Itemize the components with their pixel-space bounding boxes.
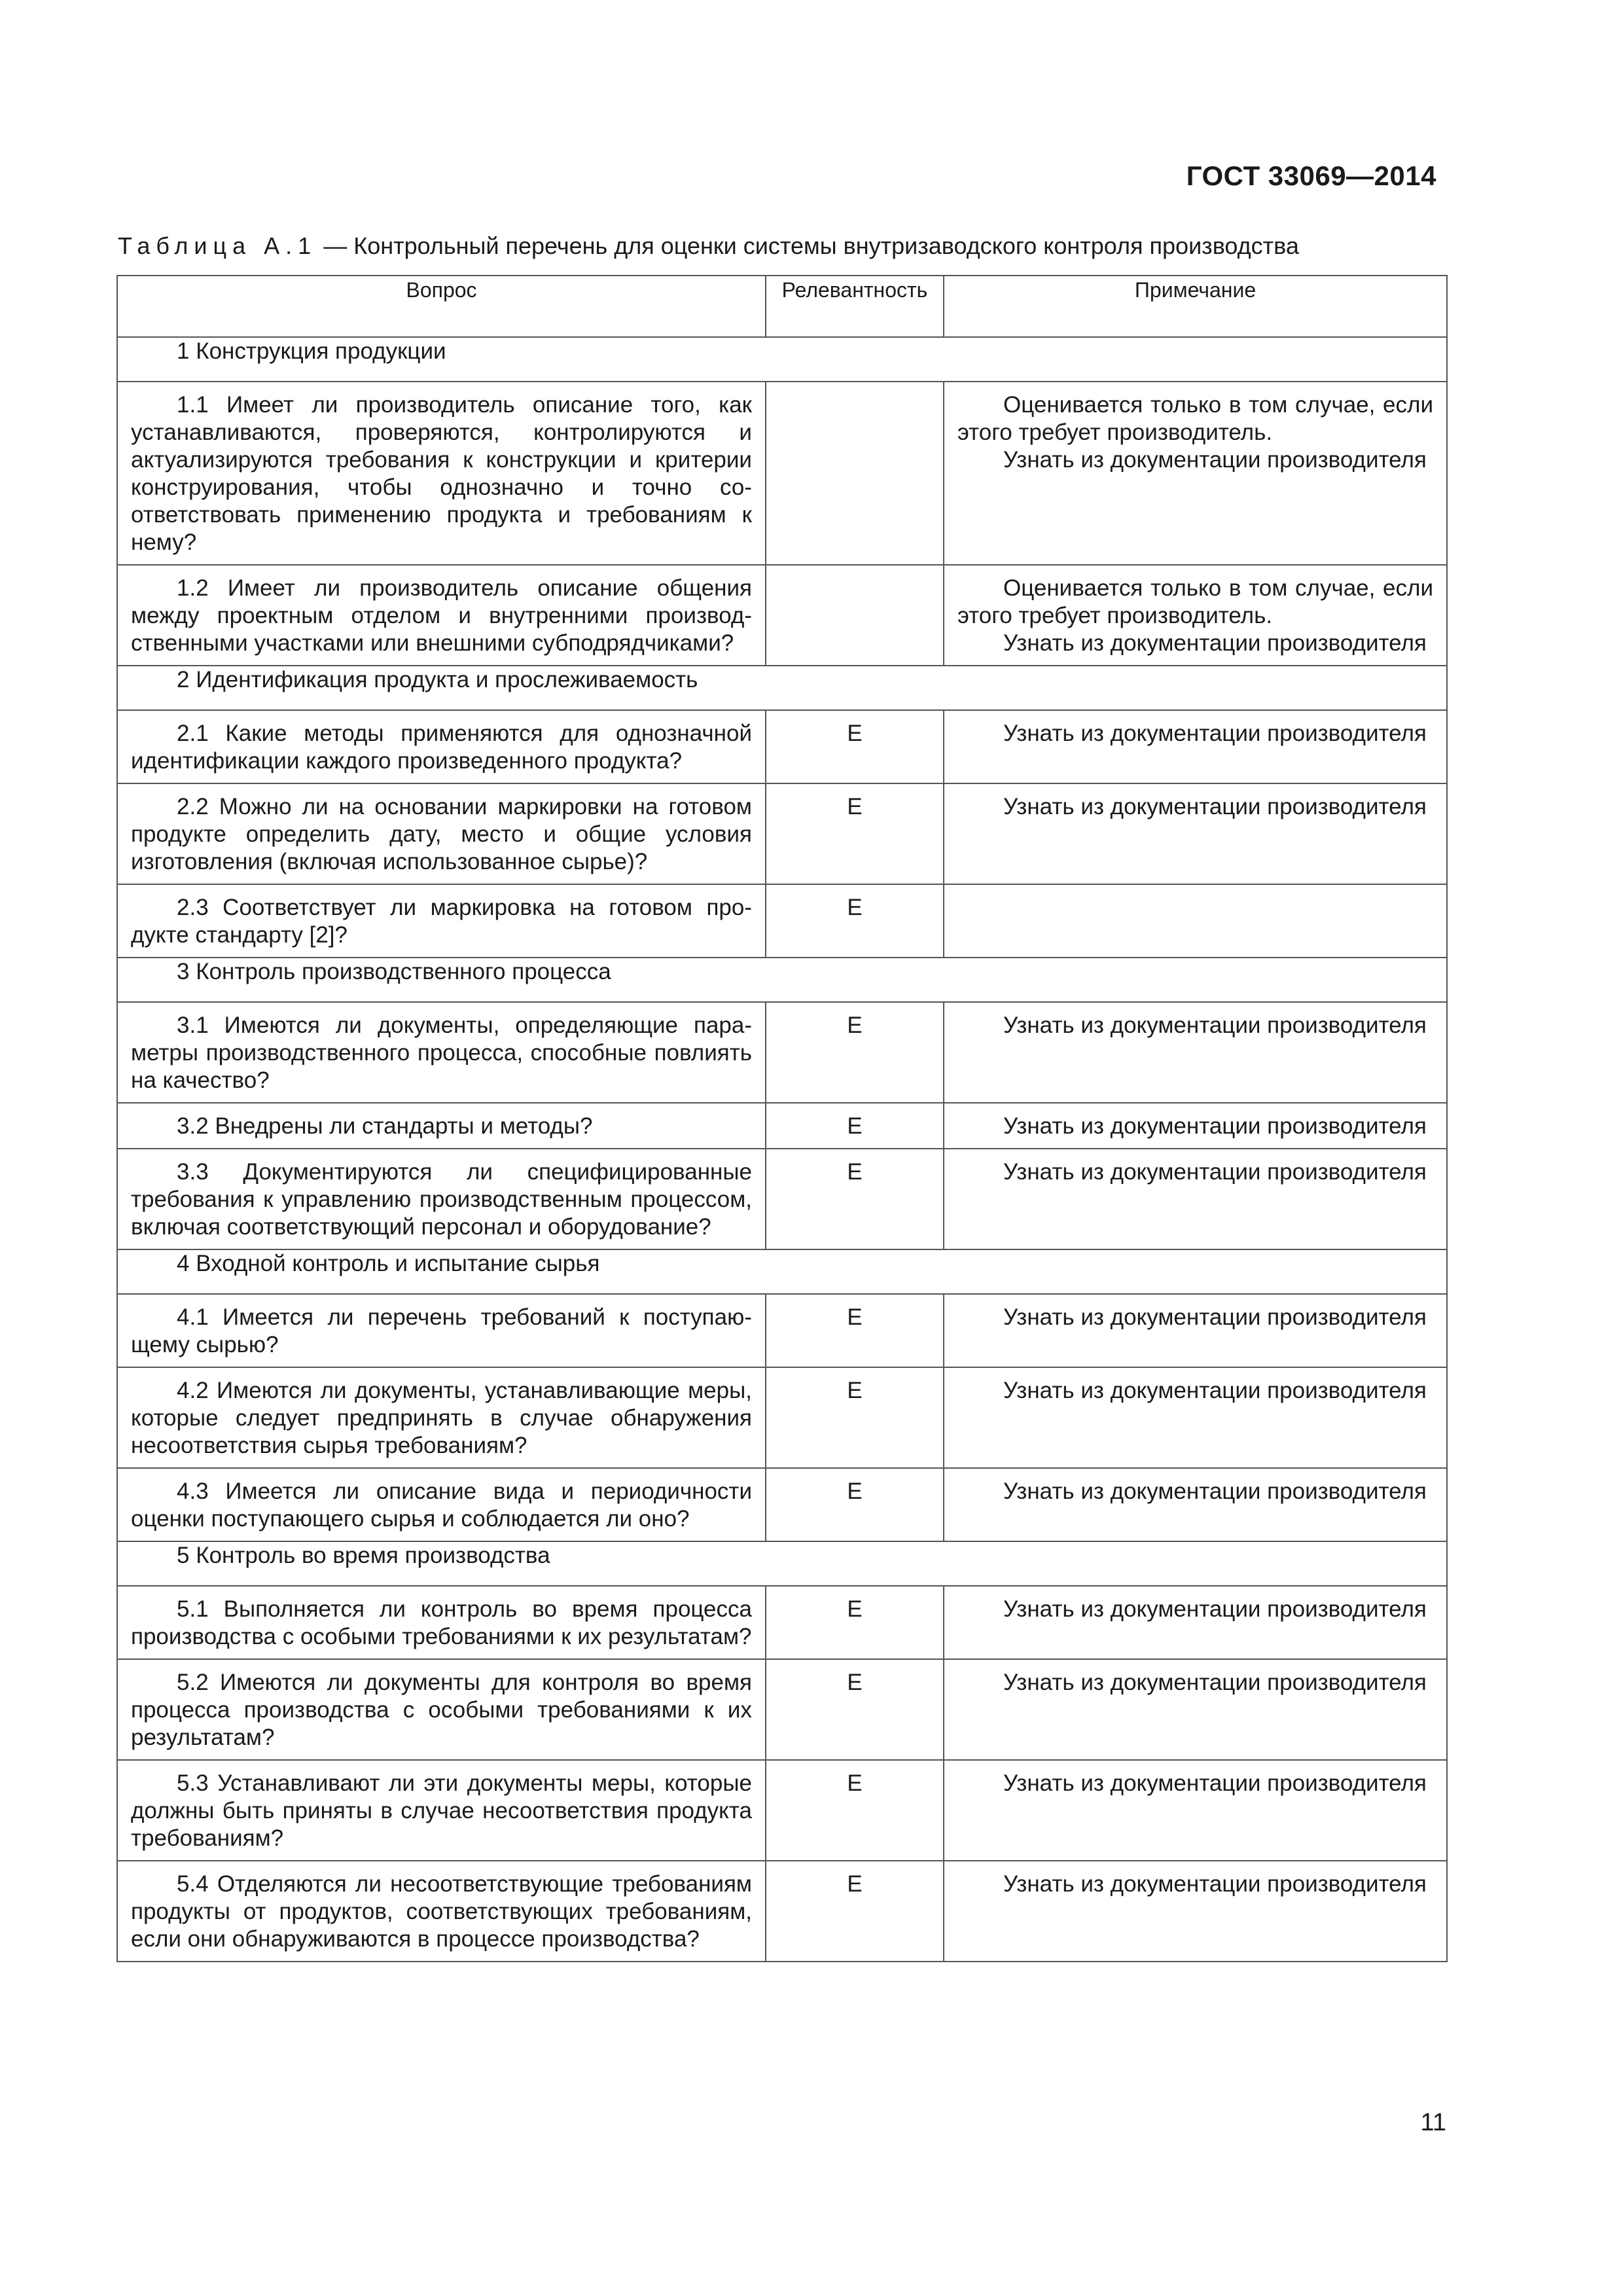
question-cell: 4.3 Имеется ли описание вида и периодичности оценки поступающего сырья и соблюдается ли оно?	[117, 1468, 766, 1541]
relevance-cell: E	[766, 1002, 944, 1103]
note-cell	[944, 565, 1447, 666]
note-cell	[944, 1659, 1447, 1760]
note-line: Узнать из документации производителя	[1003, 1670, 1427, 1695]
note-cell	[944, 884, 1447, 958]
table-caption-title: — Контрольный перечень для оценки системы внутризаводского контроля производства	[323, 232, 1299, 259]
column-header-relevance: Релевантность	[766, 276, 944, 337]
relevance-cell: E	[766, 1103, 944, 1149]
section-row	[117, 958, 1447, 1002]
relevance-cell: E	[766, 1861, 944, 1962]
table-row	[117, 1468, 1447, 1541]
question-cell: 5.4 Отделяются ли несоответствующие требованиям продукты от продуктов, соответствующих требованиям, если они обнаруживаются в процессе производства?	[117, 1861, 766, 1962]
note-cell	[944, 1586, 1447, 1659]
checklist-table	[116, 275, 1448, 1962]
section-title: 5 Контроль во время производства	[117, 1541, 1447, 1586]
table-row	[117, 1367, 1447, 1468]
table-row	[117, 783, 1447, 884]
section-row	[117, 666, 1447, 710]
question-cell: 3.2 Внедрены ли стандарты и методы?	[117, 1103, 766, 1149]
note-line: Узнать из документации производителя	[1003, 630, 1427, 656]
question-cell: 4.2 Имеются ли документы, устанавливающие меры, которые следует предпринять в случае обнаружения несоответствия сырья требованиям?	[117, 1367, 766, 1468]
note-line: Узнать из документации производителя	[1003, 1113, 1427, 1139]
table-caption-prefix: Таблица А.1	[118, 232, 317, 259]
column-header-note: Примечание	[944, 276, 1447, 337]
note-cell	[944, 1103, 1447, 1149]
table-row	[117, 884, 1447, 958]
table-row	[117, 1586, 1447, 1659]
table-row	[117, 1294, 1447, 1367]
table-row	[117, 1149, 1447, 1249]
note-cell	[944, 710, 1447, 783]
relevance-cell: E	[766, 1149, 944, 1249]
relevance-cell: E	[766, 1468, 944, 1541]
page-number: 11	[1420, 2109, 1446, 2136]
note-line: Узнать из документации производителя	[1003, 721, 1427, 746]
section-row	[117, 337, 1447, 382]
question-cell: 5.2 Имеются ли документы для контроля во время процесса производства с особыми требованиями к их результатам?	[117, 1659, 766, 1760]
table-row	[117, 1659, 1447, 1760]
question-cell: 2.1 Какие методы применяются для однозначной идентификации каждого произведенного продукта?	[117, 710, 766, 783]
column-header-question: Вопрос	[117, 276, 766, 337]
note-line: Оценивается только в том случае, если этого требует производитель.	[957, 575, 1433, 628]
table-row	[117, 1002, 1447, 1103]
note-line: Узнать из документации производителя	[1003, 1770, 1427, 1796]
note-line: Оценивается только в том случае, если этого требует производитель.	[957, 392, 1433, 445]
relevance-cell: E	[766, 1367, 944, 1468]
note-line: Узнать из документации производителя	[1003, 1378, 1427, 1403]
note-line: Узнать из документации производителя	[1003, 1479, 1427, 1504]
note-line: Узнать из документации производителя	[1003, 447, 1427, 473]
note-cell	[944, 1861, 1447, 1962]
question-cell: 1.2 Имеет ли производитель описание общения между проектным отделом и внутренними производственными участками или внешними субподрядчиками?	[117, 565, 766, 666]
section-row	[117, 1541, 1447, 1586]
relevance-cell: E	[766, 1586, 944, 1659]
note-cell	[944, 1294, 1447, 1367]
section-row	[117, 1249, 1447, 1294]
relevance-cell: E	[766, 783, 944, 884]
note-line: Узнать из документации производителя	[1003, 1013, 1427, 1038]
relevance-cell: E	[766, 710, 944, 783]
relevance-cell: E	[766, 884, 944, 958]
note-line: Узнать из документации производителя	[1003, 794, 1427, 819]
note-cell	[944, 1002, 1447, 1103]
table-row	[117, 1103, 1447, 1149]
note-cell	[944, 1149, 1447, 1249]
note-cell	[944, 1468, 1447, 1541]
question-cell: 3.1 Имеются ли документы, определяющие параметры производственного процесса, способные повлиять на качество?	[117, 1002, 766, 1103]
note-line: Узнать из документации производителя	[1003, 1596, 1427, 1622]
relevance-cell	[766, 565, 944, 666]
relevance-cell: E	[766, 1294, 944, 1367]
table-caption	[118, 232, 1518, 260]
table-row	[117, 1861, 1447, 1962]
question-cell: 1.1 Имеет ли производитель описание того, как устанавливаются, проверяются, контролируются и актуализируются требования к конструкции и критерии конструирования, чтобы однозначно и точно соответствовать применению продукта и требованиям к нему?	[117, 382, 766, 565]
note-cell	[944, 1367, 1447, 1468]
note-cell	[944, 1760, 1447, 1861]
table-row	[117, 1760, 1447, 1861]
checklist-body	[117, 337, 1447, 1962]
note-line: Узнать из документации производителя	[1003, 1871, 1427, 1897]
relevance-cell	[766, 382, 944, 565]
section-title: 4 Входной контроль и испытание сырья	[117, 1249, 1447, 1294]
question-cell: 2.2 Можно ли на основании маркировки на готовом продукте определить дату, место и общие условия изготовления (включая использованное сырье)?	[117, 783, 766, 884]
standard-code: ГОСТ 33069—2014	[1186, 160, 1436, 191]
table-row	[117, 382, 1447, 565]
question-cell: 2.3 Соответствует ли маркировка на готовом продукте стандарту [2]?	[117, 884, 766, 958]
question-cell: 4.1 Имеется ли перечень требований к поступающему сырью?	[117, 1294, 766, 1367]
note-cell	[944, 783, 1447, 884]
question-cell: 5.3 Устанавливают ли эти документы меры, которые должны быть приняты в случае несоответствия продукта требованиям?	[117, 1760, 766, 1861]
note-line: Узнать из документации производителя	[1003, 1159, 1427, 1185]
note-cell	[944, 382, 1447, 565]
note-line: Узнать из документации производителя	[1003, 1304, 1427, 1330]
question-cell: 5.1 Выполняется ли контроль во время процесса производства с особыми требованиями к их результатам?	[117, 1586, 766, 1659]
table-row	[117, 565, 1447, 666]
question-cell: 3.3 Документируются ли специфицированные требования к управлению производственным процессом, включая соответствующий персонал и оборудование?	[117, 1149, 766, 1249]
relevance-cell: E	[766, 1760, 944, 1861]
section-title: 3 Контроль производственного процесса	[117, 958, 1447, 1002]
section-title: 2 Идентификация продукта и прослеживаемость	[117, 666, 1447, 710]
section-title: 1 Конструкция продукции	[117, 337, 1447, 382]
relevance-cell: E	[766, 1659, 944, 1760]
table-header-row	[117, 276, 1447, 337]
table-row	[117, 710, 1447, 783]
